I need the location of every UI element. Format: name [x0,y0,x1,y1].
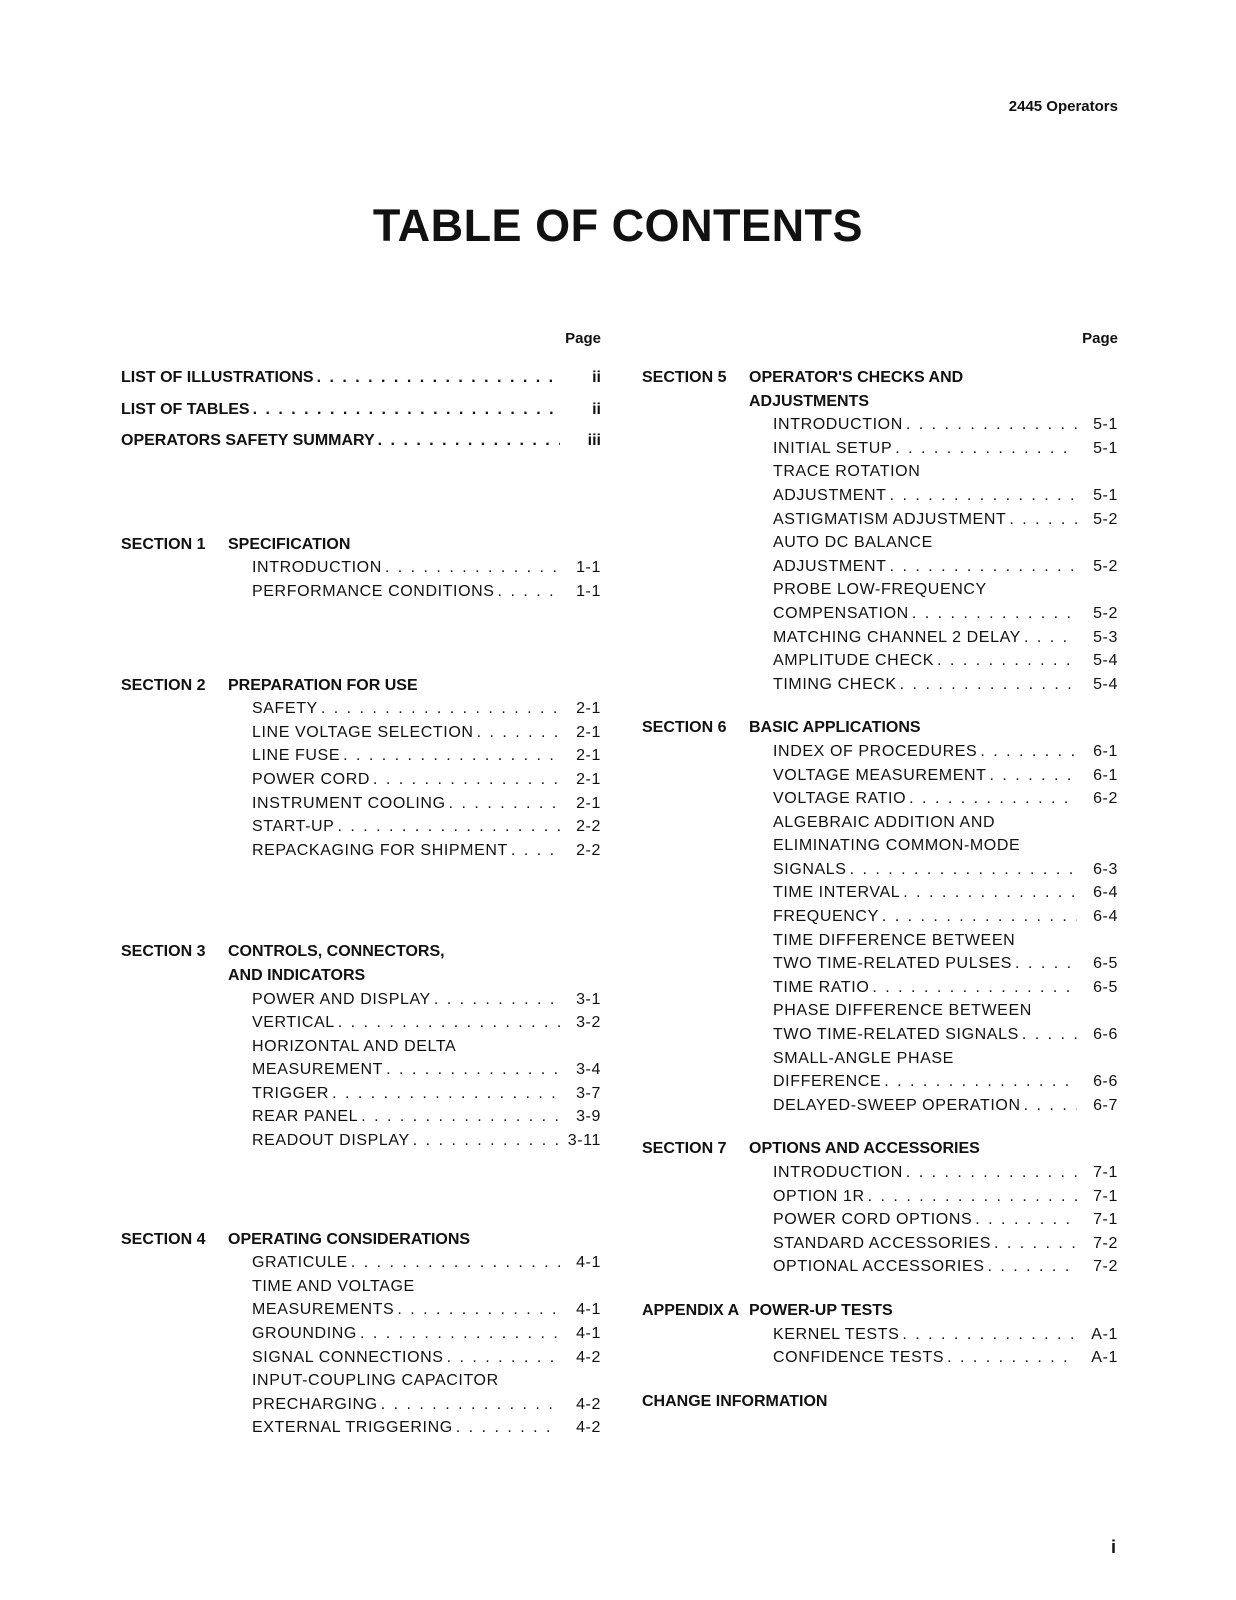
dot-leader [397,1298,560,1322]
dot-leader [449,792,560,816]
dot-leader [890,555,1077,579]
section-title-cont: ADJUSTMENTS [749,392,870,410]
toc-entry-label: VOLTAGE MEASUREMENT [773,766,987,784]
toc-entry[interactable] [773,787,1118,811]
toc-entry-page: 6-6 [1093,1073,1118,1091]
dot-leader [317,366,560,390]
toc-entry[interactable] [121,429,601,453]
toc-entry-page: 7-1 [1093,1187,1118,1205]
toc-entry[interactable] [773,1346,1118,1370]
section-number: SECTION 5 [642,369,727,386]
toc-entry-page: 3-7 [576,1084,601,1102]
toc-entry-label: AMPLITUDE CHECK [773,652,935,670]
dot-leader [906,1161,1077,1185]
toc-entry-label: REAR PANEL [252,1108,359,1126]
section-items [642,1323,1118,1370]
toc-entry-page: iii [587,432,601,450]
toc-entry-page: 6-4 [1093,884,1118,902]
toc-entry[interactable] [252,988,601,1012]
toc-entry-page: 6-1 [1093,742,1118,760]
toc-entry-page: 3-9 [576,1108,601,1126]
toc-entry-label: COMPENSATION [773,604,909,622]
toc-entry-label: OPTIONAL ACCESSORIES [773,1258,985,1276]
section-items [121,556,601,603]
toc-section [642,1137,1118,1279]
toc-entry-page: 4-1 [576,1301,601,1319]
toc-entry-page: 5-2 [1093,557,1118,575]
toc-entry[interactable] [773,976,1118,1000]
dot-leader [994,1232,1077,1256]
toc-entry-label: REPACKAGING FOR SHIPMENT [252,841,508,859]
toc-entry[interactable] [252,1011,601,1035]
toc-entry-label: TWO TIME-RELATED PULSES [773,955,1013,973]
dot-leader [884,1070,1077,1094]
toc-entry-label: OPERATORS SAFETY SUMMARY [121,432,375,450]
left-sections [121,461,601,1440]
section-title: PREPARATION FOR USE [228,676,418,694]
toc-entry-page: 3-11 [567,1132,601,1150]
toc-section [121,674,601,863]
toc-entry-label: LIST OF TABLES [121,400,250,418]
toc-entry-label: TRIGGER [252,1084,330,1102]
dot-leader [434,988,560,1012]
toc-entry[interactable] [773,484,1118,508]
toc-entry[interactable] [773,602,1118,626]
toc-entry-page: 6-7 [1093,1096,1118,1114]
section-heading[interactable] [121,940,601,964]
toc-entry[interactable] [252,556,601,580]
section-number: APPENDIX A [642,1301,740,1319]
toc-entry-line: PHASE DIFFERENCE BETWEEN [773,1002,1032,1020]
toc-entry-label: DIFFERENCE [773,1073,882,1091]
dot-leader [975,1208,1077,1232]
toc-entry-label: ADJUSTMENT [773,486,887,504]
section-title: BASIC APPLICATIONS [749,719,921,737]
section-title: CONTROLS, CONNECTORS, [228,943,445,961]
toc-entry[interactable] [252,697,601,721]
toc-section [121,1228,601,1440]
page-title: TABLE OF CONTENTS [372,200,864,251]
toc-entry-page: 3-1 [576,990,601,1008]
toc-entry[interactable] [773,508,1118,532]
toc-entry-page: 1-1 [576,559,601,577]
toc-entry-line: SMALL-ANGLE PHASE [773,1049,954,1067]
dot-leader [386,1058,560,1082]
toc-entry-label: STANDARD ACCESSORIES [773,1234,991,1252]
dot-leader [900,673,1077,697]
toc-entry-page: 2-1 [576,794,601,812]
dot-leader [912,602,1077,626]
toc-entry-label: MEASUREMENT [252,1061,384,1079]
toc-entry-label: VERTICAL [252,1014,335,1032]
toc-entry-page: 3-4 [576,1061,601,1079]
section-items [121,1251,601,1440]
toc-entry[interactable] [773,1161,1118,1185]
dot-leader [906,413,1077,437]
toc-entry[interactable] [252,768,601,792]
toc-right-column [642,330,1118,1413]
toc-entry[interactable] [773,673,1118,697]
toc-entry[interactable] [773,1094,1118,1118]
toc-entry-line: ELIMINATING COMMON-MODE [773,837,1021,855]
spacer [642,696,1118,716]
dot-leader [447,1346,560,1370]
section-title: OPTIONS AND ACCESSORIES [749,1140,980,1158]
section-number-spacer [121,964,228,988]
toc-entry[interactable] [773,437,1118,461]
section-title-cont: AND INDICATORS [228,966,366,984]
dot-leader [990,764,1077,788]
toc-entry-line: INPUT-COUPLING CAPACITOR [252,1372,499,1390]
dot-leader [361,1105,560,1129]
dot-leader [378,429,560,453]
page-number: i [1110,1537,1116,1557]
section-heading[interactable] [642,716,1118,740]
toc-entry-label: TIMING CHECK [773,675,897,693]
toc-section [642,366,1118,696]
toc-entry-page: 7-1 [1093,1211,1118,1229]
dot-leader [338,1011,560,1035]
dot-leader [381,1393,560,1417]
toc-entry-page: 5-2 [1093,604,1118,622]
dot-leader [903,881,1077,905]
toc-entry[interactable] [252,1416,601,1440]
toc-entry[interactable] [252,744,601,768]
dot-leader [360,1322,560,1346]
toc-entry-label: START-UP [252,818,335,836]
toc-entry-page: 3-2 [576,1014,601,1032]
section-heading[interactable] [642,1299,1118,1323]
toc-entry-label: PRECHARGING [252,1395,378,1413]
toc-entry-page: 5-2 [1093,510,1118,528]
toc-section [642,1299,1118,1370]
toc-entry-label: SIGNALS [773,860,847,878]
dot-leader [882,905,1077,929]
toc-entry-page: 7-1 [1093,1164,1118,1181]
toc-entry[interactable] [252,1251,601,1275]
section-items [642,740,1118,1118]
toc-entry-label: MATCHING CHANNEL 2 DELAY [773,628,1021,646]
section-items [121,697,601,862]
spacer [121,461,601,533]
section-heading[interactable] [121,1228,601,1252]
section-number: SECTION 7 [642,1140,727,1158]
dot-leader [413,1129,560,1153]
toc-entry[interactable] [773,952,1118,976]
section-title: OPERATING CONSIDERATIONS [228,1230,471,1248]
toc-entry-page: 4-1 [576,1325,601,1343]
section-heading[interactable] [642,1137,1118,1161]
toc-entry[interactable] [252,1346,601,1370]
toc-entry-page: 6-2 [1093,790,1118,808]
section-items [121,988,601,1153]
toc-entry-page: 2-2 [576,818,601,836]
toc-entry[interactable] [773,905,1118,929]
toc-entry[interactable] [773,740,1118,764]
spacer [642,1279,1118,1299]
toc-entry-line: HORIZONTAL AND DELTA [252,1037,457,1055]
toc-section [121,940,601,1152]
toc-entry[interactable] [252,792,601,816]
section-number: SECTION 3 [121,943,206,961]
toc-entry[interactable] [252,1058,601,1082]
toc-entry-page: ii [592,369,601,386]
dot-leader [1009,508,1077,532]
dot-leader [902,1323,1077,1347]
spacer [642,1117,1118,1137]
toc-entry-line: ALGEBRAIC ADDITION AND [773,813,996,831]
toc-entry-page: 6-4 [1093,908,1118,926]
toc-entry[interactable] [773,881,1118,905]
manual-header: 2445 Operators [1008,98,1118,115]
toc-entry-label: ADJUSTMENT [773,557,887,575]
toc-entry-label: TIME INTERVAL [773,884,901,902]
toc-entry-page: 2-1 [576,700,601,718]
toc-entry-page: 6-3 [1093,860,1118,878]
toc-entry[interactable] [773,413,1118,437]
dot-leader [385,556,560,580]
toc-entry-label: INTRODUCTION [252,559,382,577]
page-column-label: Page [565,330,601,347]
toc-entry[interactable] [252,1322,601,1346]
section-heading[interactable] [121,533,601,557]
toc-entry-page: 1-1 [576,582,601,600]
toc-entry-label: LIST OF ILLUSTRATIONS [121,369,314,386]
toc-entry[interactable] [252,839,601,863]
toc-entry[interactable] [252,1105,601,1129]
toc-entry-page: 5-3 [1093,628,1118,646]
toc-entry[interactable] [252,815,601,839]
spacer [121,1153,601,1228]
toc-entry-label: TIME RATIO [773,978,870,996]
section-title: OPERATOR'S CHECKS AND [749,369,964,386]
dot-leader [456,1416,560,1440]
dot-leader [909,787,1077,811]
page-column-label: Page [1082,330,1118,347]
toc-entry-page: 4-2 [576,1419,601,1437]
dot-leader [1015,952,1077,976]
toc-entry[interactable] [252,1129,601,1153]
dot-leader [1024,626,1077,650]
toc-entry-page: 7-2 [1093,1234,1118,1252]
dot-leader [895,437,1077,461]
toc-entry-line: TIME DIFFERENCE BETWEEN [773,931,1016,949]
dot-leader [937,649,1077,673]
toc-entry-page: 7-2 [1093,1258,1118,1276]
section-number: SECTION 2 [121,676,206,694]
dot-leader [868,1185,1077,1209]
section-heading[interactable] [642,366,1118,390]
toc-entry-label: OPTION 1R [773,1187,865,1205]
section-title: POWER-UP TESTS [749,1301,893,1319]
toc-entry-label: INDEX OF PROCEDURES [773,742,978,760]
toc-entry-line: AUTO DC BALANCE [773,534,933,552]
toc-entry-label: VOLTAGE RATIO [773,790,907,808]
toc-entry-page: 4-2 [576,1395,601,1413]
toc-entry-line: TIME AND VOLTAGE [252,1277,415,1295]
toc-entry-label: SAFETY [252,700,318,718]
toc-entry-label: CONFIDENCE TESTS [773,1349,945,1367]
toc-entry[interactable] [121,398,601,422]
toc-entry-label: INTRODUCTION [773,416,903,434]
toc-entry-page: ii [592,400,601,418]
section-items [642,413,1118,696]
toc-entry-line: TRACE ROTATION [773,463,921,481]
toc-entry-label: LINE FUSE [252,747,341,765]
section-items [642,1161,1118,1279]
toc-entry-page: 5-1 [1093,439,1118,457]
dot-leader [337,815,560,839]
toc-entry-label: POWER AND DISPLAY [252,990,431,1008]
dot-leader [253,398,560,422]
toc-entry[interactable] [773,649,1118,673]
section-number: SECTION 6 [642,719,727,737]
toc-entry-page: 2-1 [576,747,601,765]
spacer [121,862,601,940]
toc-section [642,716,1118,1117]
dot-leader [373,768,560,792]
dot-leader [332,1082,560,1106]
toc-entry-label: KERNEL TESTS [773,1325,900,1343]
toc-entry-label: LINE VOLTAGE SELECTION [252,723,474,741]
toc-entry[interactable] [773,1023,1118,1047]
toc-entry-page: 5-4 [1093,675,1118,693]
toc-entry[interactable] [773,1255,1118,1279]
change-information-link[interactable]: CHANGE INFORMATION [642,1392,828,1410]
toc-entry-page: 2-1 [576,770,601,788]
toc-entry[interactable] [773,1185,1118,1209]
dot-leader [511,839,560,863]
dot-leader [321,697,560,721]
toc-entry-page: 6-1 [1093,766,1118,784]
toc-entry-label: ASTIGMATISM ADJUSTMENT [773,510,1007,528]
spacer [121,604,601,674]
right-sections [642,366,1118,1370]
toc-entry-label: DELAYED-SWEEP OPERATION [773,1096,1021,1114]
toc-entry-page: 5-1 [1093,486,1118,504]
toc-entry-label: POWER CORD OPTIONS [773,1211,973,1229]
toc-entry-page: 6-6 [1093,1026,1118,1044]
toc-entry[interactable] [252,1298,601,1322]
toc-entry[interactable] [773,626,1118,650]
dot-leader [343,744,560,768]
dot-leader [1024,1094,1077,1118]
toc-entry-line: PROBE LOW-FREQUENCY [773,581,987,599]
toc-entry[interactable] [773,555,1118,579]
toc-entry-page: 2-2 [576,841,601,859]
dot-leader [987,1255,1077,1279]
toc-entry[interactable] [773,1232,1118,1256]
toc-entry-label: FREQUENCY [773,908,879,926]
toc-entry-label: GRATICULE [252,1254,348,1272]
toc-entry-label: TWO TIME-RELATED SIGNALS [773,1026,1019,1044]
section-heading-cont [642,390,1118,414]
section-number-spacer [642,390,749,414]
toc-entry-label: READOUT DISPLAY [252,1132,410,1150]
toc-entry-label: PERFORMANCE CONDITIONS [252,582,495,600]
toc-entry-page: 5-1 [1093,416,1118,434]
toc-entry-label: GROUNDING [252,1325,357,1343]
toc-entry[interactable] [773,1323,1118,1347]
toc-entry[interactable] [773,858,1118,882]
toc-entry-label: INTRODUCTION [773,1164,903,1181]
toc-entry-page: 6-5 [1093,978,1118,996]
section-heading[interactable] [121,674,601,698]
toc-entry-label: POWER CORD [252,770,370,788]
toc-entry-page: 5-4 [1093,652,1118,670]
section-heading-cont [121,964,601,988]
toc-entry-page: 2-1 [576,723,601,741]
toc-entry-label: MEASUREMENTS [252,1301,395,1319]
toc-entry-page: 4-1 [576,1254,601,1272]
toc-entry-label: INITIAL SETUP [773,439,893,457]
toc-entry[interactable] [773,1070,1118,1094]
dot-leader [351,1251,560,1275]
toc-section [121,533,601,604]
dot-leader [1022,1023,1077,1047]
toc-entry[interactable] [252,1082,601,1106]
toc-entry-page: A-1 [1091,1349,1118,1367]
toc-entry-label: SIGNAL CONNECTIONS [252,1348,444,1366]
toc-entry[interactable] [252,721,601,745]
dot-leader [947,1346,1077,1370]
dot-leader [477,721,560,745]
toc-entry[interactable] [121,366,601,390]
toc-entry[interactable] [252,1393,601,1417]
dot-leader [980,740,1077,764]
dot-leader [890,484,1077,508]
section-title: SPECIFICATION [228,535,351,553]
dot-leader [872,976,1077,1000]
toc-entry[interactable] [252,580,601,604]
toc-entry[interactable] [773,1208,1118,1232]
toc-entry[interactable] [773,764,1118,788]
dot-leader [498,580,560,604]
toc-left-column [121,330,601,1440]
toc-entry-page: 6-5 [1093,955,1118,973]
toc-entry-label: EXTERNAL TRIGGERING [252,1419,453,1437]
toc-entry-label: INSTRUMENT COOLING [252,794,446,812]
toc-entry-page: A-1 [1091,1325,1118,1343]
section-number: SECTION 4 [121,1230,206,1248]
front-matter-list [121,366,601,453]
dot-leader [850,858,1077,882]
section-number: SECTION 1 [121,535,206,553]
toc-entry-page: 4-2 [576,1348,601,1366]
